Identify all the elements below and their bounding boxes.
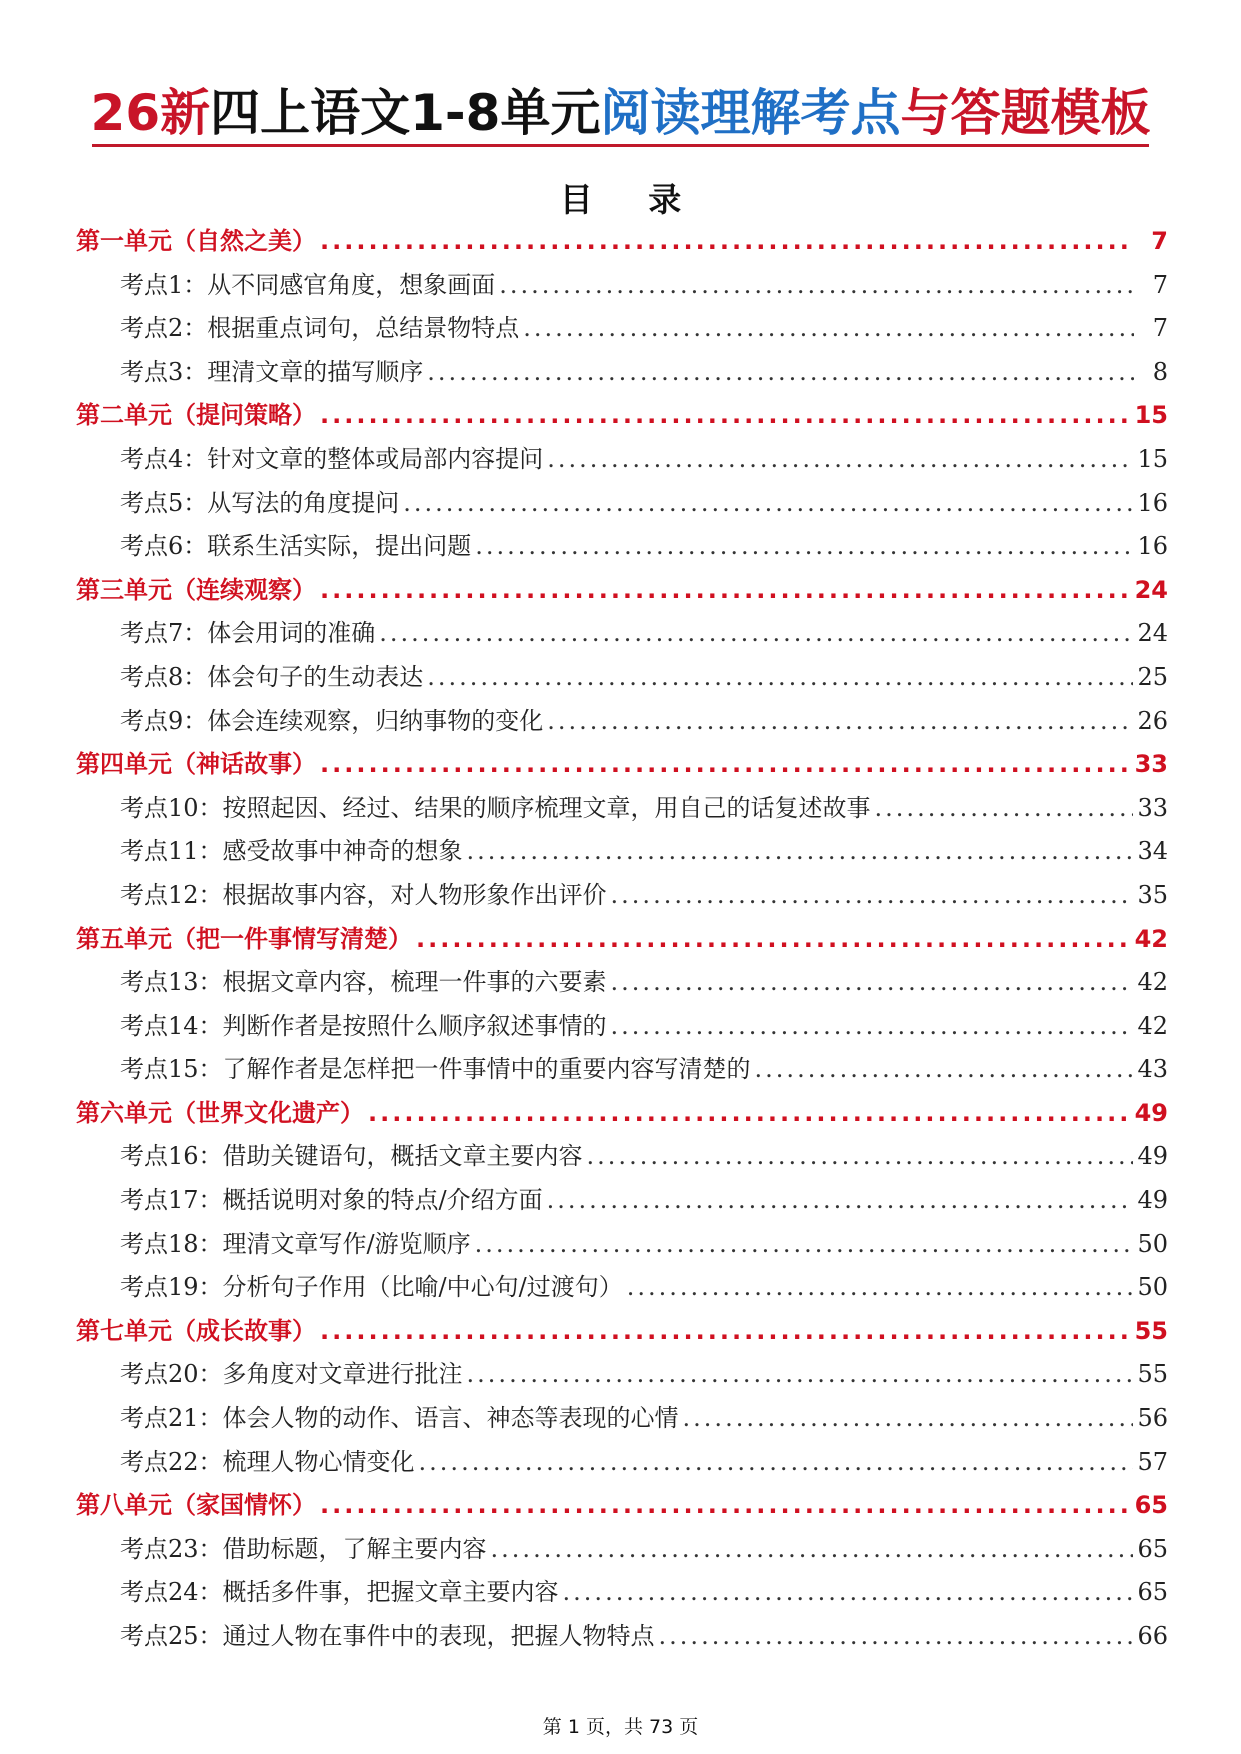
toc-item-label: 考点6：联系生活实际，提出问题 — [120, 532, 472, 561]
toc-leader-dots — [611, 961, 1134, 1005]
toc-item-label: 考点22：梳理人物心情变化 — [120, 1447, 415, 1476]
toc-leader-dots — [467, 1353, 1134, 1397]
toc-unit-label: 第八单元（家国情怀） — [76, 1491, 316, 1520]
toc-page-number: 25 — [1137, 662, 1168, 691]
toc-page-number: 65 — [1137, 1534, 1168, 1563]
toc-item-entry[interactable] — [76, 264, 1168, 308]
toc-leader-dots — [379, 612, 1133, 656]
toc-leader-dots — [320, 1484, 1131, 1528]
toc-leader-dots — [475, 1223, 1134, 1267]
toc-leader-dots — [320, 743, 1131, 787]
toc-item-label: 考点19：分析句子作用（比喻/中心句/过渡句） — [120, 1273, 623, 1302]
toc-item-label: 考点20：多角度对文章进行批注 — [120, 1360, 463, 1389]
toc-page-number: 24 — [1137, 619, 1168, 648]
toc-unit-entry[interactable] — [76, 918, 1168, 962]
toc-page-number: 8 — [1152, 357, 1168, 386]
toc-item-entry[interactable] — [76, 1005, 1168, 1049]
toc-unit-entry[interactable] — [76, 1310, 1168, 1354]
toc-item-entry[interactable] — [76, 1441, 1168, 1485]
toc-unit-entry[interactable] — [76, 1092, 1168, 1136]
toc-page-number: 55 — [1137, 1360, 1168, 1389]
toc-unit-label: 第七单元（成长故事） — [76, 1316, 316, 1345]
toc-item-entry[interactable] — [76, 787, 1168, 831]
toc-page-number: 24 — [1134, 575, 1168, 604]
toc-item-label: 考点14：判断作者是按照什么顺序叙述事情的 — [120, 1011, 607, 1040]
toc-leader-dots — [427, 351, 1134, 395]
toc-item-label: 考点15：了解作者是怎样把一件事情中的重要内容写清楚的 — [120, 1055, 751, 1084]
toc-item-label: 考点1：从不同感官角度，想象画面 — [120, 270, 496, 299]
toc-unit-label: 第三单元（连续观察） — [76, 575, 316, 604]
toc-leader-dots — [320, 1310, 1131, 1354]
toc-item-entry[interactable] — [76, 482, 1168, 526]
toc-item-label: 考点12：根据故事内容，对人物形象作出评价 — [120, 880, 607, 909]
toc-page-number: 26 — [1137, 706, 1168, 735]
toc-leader-dots — [547, 438, 1133, 482]
toc-item-entry[interactable] — [76, 1266, 1168, 1310]
toc-leader-dots — [611, 874, 1134, 918]
toc-item-entry[interactable] — [76, 351, 1168, 395]
title-part-2: 四上语文1-8单元 — [210, 84, 601, 142]
toc-item-entry[interactable] — [76, 1571, 1168, 1615]
toc-page-number: 56 — [1137, 1404, 1168, 1433]
toc-leader-dots — [683, 1397, 1134, 1441]
toc-unit-entry[interactable] — [76, 394, 1168, 438]
toc-item-entry[interactable] — [76, 307, 1168, 351]
page-footer: 第 1 页，共 73 页 — [542, 1716, 699, 1738]
toc-item-entry[interactable] — [76, 961, 1168, 1005]
toc-leader-dots — [755, 1048, 1134, 1092]
toc-leader-dots — [320, 220, 1134, 264]
toc-item-label: 考点11：感受故事中神奇的想象 — [120, 837, 463, 866]
toc-page-number: 42 — [1137, 968, 1168, 997]
toc-page-number: 42 — [1134, 924, 1168, 953]
toc-item-entry[interactable] — [76, 874, 1168, 918]
toc-leader-dots — [547, 700, 1133, 744]
toc-item-label: 考点18：理清文章写作/游览顺序 — [120, 1229, 471, 1258]
toc-page-number: 55 — [1134, 1316, 1168, 1345]
toc-page-number: 7 — [1152, 270, 1168, 299]
toc-page-number: 15 — [1137, 444, 1168, 473]
toc-unit-label: 第五单元（把一件事情写清楚） — [76, 924, 412, 953]
toc-leader-dots — [368, 1092, 1131, 1136]
toc-page-number: 50 — [1137, 1229, 1168, 1258]
toc-page-number: 35 — [1137, 880, 1168, 909]
toc-heading: 目 录 — [559, 180, 704, 219]
toc-leader-dots — [547, 1179, 1134, 1223]
toc-unit-entry[interactable] — [76, 220, 1168, 264]
toc-leader-dots — [467, 830, 1134, 874]
toc-page-number: 49 — [1137, 1186, 1168, 1215]
table-of-contents — [76, 220, 1168, 1659]
toc-page-number: 65 — [1134, 1491, 1168, 1520]
toc-page-number: 33 — [1134, 750, 1168, 779]
toc-item-label: 考点21：体会人物的动作、语言、神态等表现的心情 — [120, 1404, 679, 1433]
toc-page-number: 7 — [1151, 227, 1168, 255]
toc-leader-dots — [875, 787, 1134, 831]
toc-leader-dots — [499, 264, 1134, 308]
toc-leader-dots — [491, 1528, 1134, 1572]
toc-leader-dots — [416, 918, 1131, 962]
toc-item-label: 考点10：按照起因、经过、结果的顺序梳理文章，用自己的话复述故事 — [120, 793, 871, 822]
toc-leader-dots — [403, 482, 1133, 526]
toc-item-entry[interactable] — [76, 1135, 1168, 1179]
toc-unit-label: 第二单元（提问策略） — [76, 401, 316, 430]
toc-page-number: 7 — [1152, 314, 1168, 343]
toc-item-entry[interactable] — [76, 1397, 1168, 1441]
toc-unit-entry[interactable] — [76, 743, 1168, 787]
toc-page-number: 49 — [1137, 1142, 1168, 1171]
toc-item-label: 考点3：理清文章的描写顺序 — [120, 357, 424, 386]
toc-item-label: 考点9：体会连续观察，归纳事物的变化 — [120, 706, 544, 735]
toc-leader-dots — [427, 656, 1133, 700]
toc-unit-label: 第四单元（神话故事） — [76, 750, 316, 779]
toc-item-entry[interactable] — [76, 1615, 1168, 1659]
toc-item-label: 考点7：体会用词的准确 — [120, 619, 376, 648]
toc-item-entry[interactable] — [76, 1528, 1168, 1572]
toc-item-label: 考点24：概括多件事，把握文章主要内容 — [120, 1578, 559, 1607]
toc-item-entry[interactable] — [76, 1353, 1168, 1397]
toc-page-number: 50 — [1137, 1273, 1168, 1302]
toc-leader-dots — [627, 1266, 1134, 1310]
toc-item-label: 考点17：概括说明对象的特点/介绍方面 — [120, 1186, 543, 1215]
toc-item-entry[interactable] — [76, 830, 1168, 874]
toc-leader-dots — [475, 525, 1133, 569]
toc-leader-dots — [587, 1135, 1134, 1179]
toc-page-number: 43 — [1137, 1055, 1168, 1084]
toc-item-label: 考点2：根据重点词句，总结景物特点 — [120, 314, 520, 343]
toc-item-entry[interactable] — [76, 1048, 1168, 1092]
toc-page-number: 34 — [1137, 837, 1168, 866]
toc-leader-dots — [320, 569, 1131, 613]
toc-page-number: 65 — [1137, 1578, 1168, 1607]
toc-leader-dots — [523, 307, 1134, 351]
toc-item-entry[interactable] — [76, 525, 1168, 569]
title-part-3: 阅读理解考点 — [600, 84, 901, 142]
toc-page-number: 49 — [1134, 1098, 1168, 1127]
toc-item-label: 考点4：针对文章的整体或局部内容提问 — [120, 444, 544, 473]
toc-unit-label: 第六单元（世界文化遗产） — [76, 1098, 364, 1127]
toc-item-entry[interactable] — [76, 700, 1168, 744]
toc-item-label: 考点13：根据文章内容，梳理一件事的六要素 — [120, 968, 607, 997]
toc-page-number: 16 — [1137, 488, 1168, 517]
toc-page-number: 66 — [1137, 1622, 1168, 1650]
toc-page-number: 33 — [1137, 793, 1168, 822]
toc-item-label: 考点23：借助标题，了解主要内容 — [120, 1534, 487, 1563]
toc-item-entry[interactable] — [76, 438, 1168, 482]
document-title — [0, 78, 1241, 148]
toc-item-label: 考点25：通过人物在事件中的表现，把握人物特点 — [120, 1622, 655, 1650]
toc-item-entry[interactable] — [76, 656, 1168, 700]
title-part-1: 26新 — [90, 84, 211, 142]
toc-item-label: 考点16：借助关键语句，概括文章主要内容 — [120, 1142, 583, 1171]
toc-page-number: 15 — [1134, 401, 1168, 430]
title-underline — [92, 144, 1149, 147]
toc-page-number: 16 — [1137, 532, 1168, 561]
toc-leader-dots — [320, 394, 1131, 438]
toc-item-entry[interactable] — [76, 612, 1168, 656]
toc-page-number: 42 — [1137, 1011, 1168, 1040]
toc-leader-dots — [659, 1615, 1134, 1659]
toc-unit-entry[interactable] — [76, 569, 1168, 613]
toc-unit-entry[interactable] — [76, 1484, 1168, 1528]
toc-leader-dots — [611, 1005, 1134, 1049]
toc-item-label: 考点8：体会句子的生动表达 — [120, 662, 424, 691]
toc-unit-label: 第一单元（自然之美） — [76, 227, 316, 255]
toc-leader-dots — [563, 1571, 1134, 1615]
toc-item-entry[interactable] — [76, 1223, 1168, 1267]
toc-leader-dots — [419, 1441, 1134, 1485]
toc-item-entry[interactable] — [76, 1179, 1168, 1223]
toc-page-number: 57 — [1137, 1447, 1168, 1476]
toc-item-label: 考点5：从写法的角度提问 — [120, 488, 400, 517]
title-part-4: 与答题模板 — [900, 84, 1151, 142]
